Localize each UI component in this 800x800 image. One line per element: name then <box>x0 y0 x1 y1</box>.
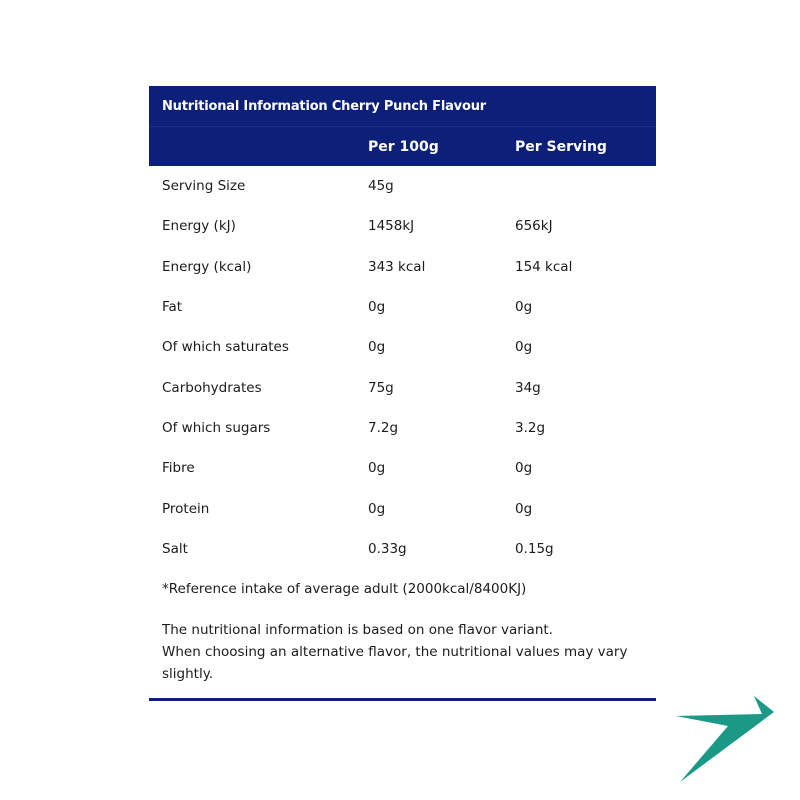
row-per-100g: 7.2g <box>368 419 399 436</box>
row-per-100g: 45g <box>368 178 394 195</box>
arrow-logo-icon <box>676 696 774 784</box>
row-per-100g: 0g <box>368 299 386 316</box>
table-row <box>149 529 656 569</box>
row-per-100g: 343 kcal <box>368 258 426 275</box>
column-header-per-100g: Per 100g <box>368 138 439 155</box>
row-per-100g: 0g <box>368 339 386 356</box>
row-label: Fat <box>162 299 183 316</box>
row-label: Fibre <box>162 460 195 477</box>
row-per-serving: 0g <box>515 500 533 517</box>
flavor-info-note <box>149 609 656 685</box>
table-row <box>149 448 656 488</box>
table-row <box>149 287 656 327</box>
row-label: Energy (kcal) <box>162 258 252 275</box>
table-row <box>149 488 656 528</box>
reference-intake-note: *Reference intake of average adult (2000kcal/8400KJ) <box>162 580 527 597</box>
row-per-serving: 0g <box>515 299 533 316</box>
row-label: Carbohydrates <box>162 379 262 396</box>
table-row <box>149 166 656 206</box>
row-per-100g: 75g <box>368 379 394 396</box>
arrow-logo-shape <box>676 696 774 782</box>
row-per-serving: 0g <box>515 339 533 356</box>
row-label: Serving Size <box>162 178 246 195</box>
row-per-100g: 1458kJ <box>368 218 415 235</box>
row-per-serving: 656kJ <box>515 218 553 235</box>
row-label: Of which saturates <box>162 339 289 356</box>
table-row <box>149 206 656 246</box>
bottom-divider <box>149 698 656 701</box>
table-title: Nutritional Information Cherry Punch Flavour <box>149 86 656 126</box>
nutrition-table <box>149 86 656 701</box>
row-per-100g: 0g <box>368 460 386 477</box>
table-row <box>149 247 656 287</box>
column-header-per-serving: Per Serving <box>515 138 607 155</box>
row-label: Salt <box>162 540 188 557</box>
row-per-100g: 0.33g <box>368 540 407 557</box>
table-row <box>149 408 656 448</box>
row-per-serving: 34g <box>515 379 541 396</box>
row-per-serving: 0g <box>515 460 533 477</box>
flavor-info-line: When choosing an alternative flavor, the nutritional values may vary slightly. <box>162 643 628 682</box>
table-row <box>149 327 656 367</box>
row-label: Protein <box>162 500 210 517</box>
column-header-row <box>149 126 656 166</box>
row-per-serving: 0.15g <box>515 540 554 557</box>
row-per-serving: 154 kcal <box>515 258 573 275</box>
table-row <box>149 367 656 407</box>
row-label: Of which sugars <box>162 419 271 436</box>
row-label: Energy (kJ) <box>162 218 236 235</box>
flavor-info-line: The nutritional information is based on one flavor variant. <box>162 621 553 638</box>
row-per-serving: 3.2g <box>515 419 546 436</box>
row-per-100g: 0g <box>368 500 386 517</box>
